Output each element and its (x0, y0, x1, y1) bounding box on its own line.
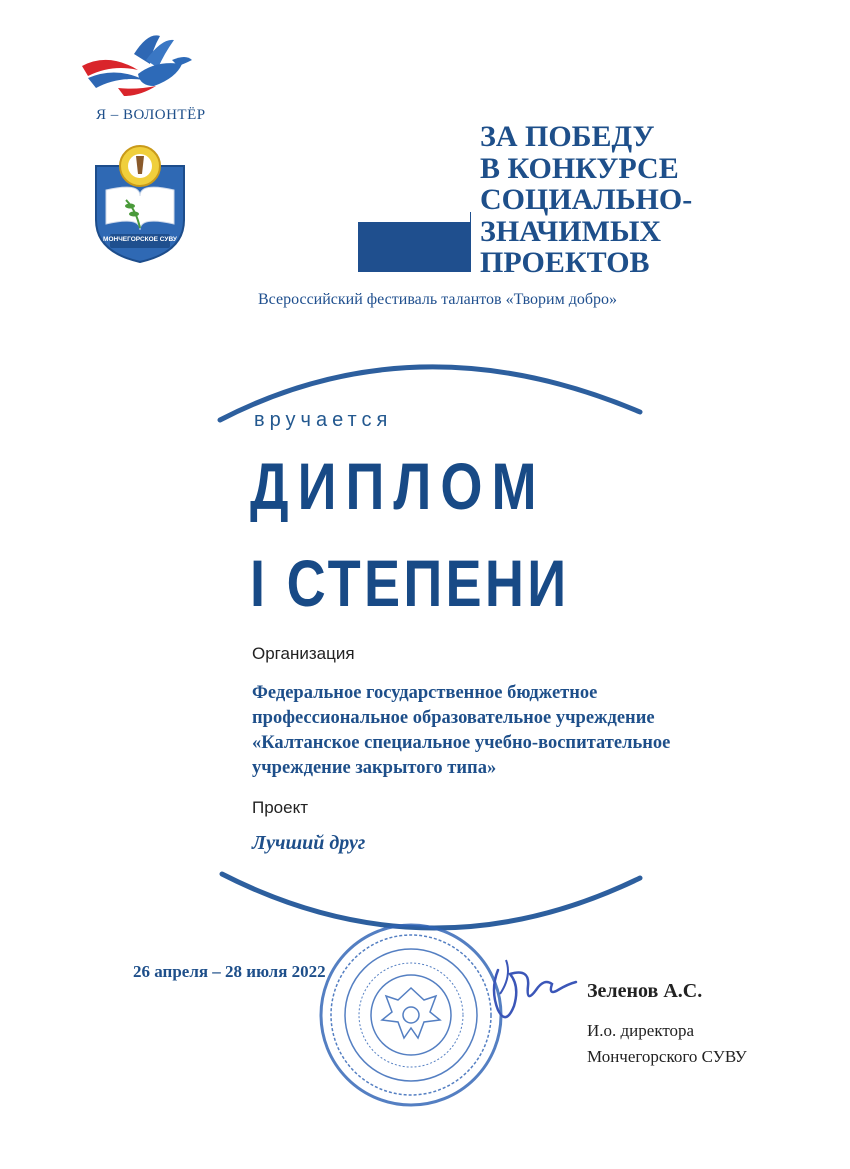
organization-name-line: профессиональное образовательное учреждение (252, 708, 655, 728)
project-label: Проект (252, 798, 308, 817)
diploma-degree: I СТЕПЕНИ (250, 546, 570, 620)
contest-title-line: В КОНКУРСЕ (480, 151, 679, 185)
contest-title-line: ЗА ПОБЕДУ (480, 120, 655, 153)
project-name: Лучший друг (252, 832, 366, 854)
contest-title-line: СОЦИАЛЬНО- (480, 183, 693, 216)
event-dates: 26 апреля – 28 июля 2022 (133, 962, 326, 981)
award-intro: вручается (254, 409, 393, 431)
organization-label: Организация (252, 644, 355, 663)
signer-name: Зеленов А.С. (587, 980, 703, 1002)
organization-name-line: учреждение закрытого типа» (252, 758, 497, 778)
contest-title-line: ПРОЕКТОВ (480, 246, 650, 279)
signer-position-line: Мончегорского СУВУ (587, 1047, 747, 1066)
volunteer-logo-label: Я – ВОЛОНТЁР (96, 107, 206, 123)
contest-title-line: ЗНАЧИМЫХ (480, 214, 662, 248)
signer-position (587, 1018, 747, 1070)
organization-name-line: Федеральное государственное бюджетное (252, 683, 598, 703)
diploma-title: ДИПЛОМ (250, 449, 546, 523)
handwritten-signature (470, 950, 580, 1030)
organization-name-line: «Калтанское специальное учебно-воспитательное (252, 733, 671, 753)
organization-name (252, 681, 812, 781)
signer-position-line: И.о. директора (587, 1021, 695, 1040)
festival-name: Всероссийский фестиваль талантов «Творим добро» (258, 291, 617, 308)
school-emblem-label: МОНЧЕГОРСКОЕ СУВУ (103, 236, 177, 243)
